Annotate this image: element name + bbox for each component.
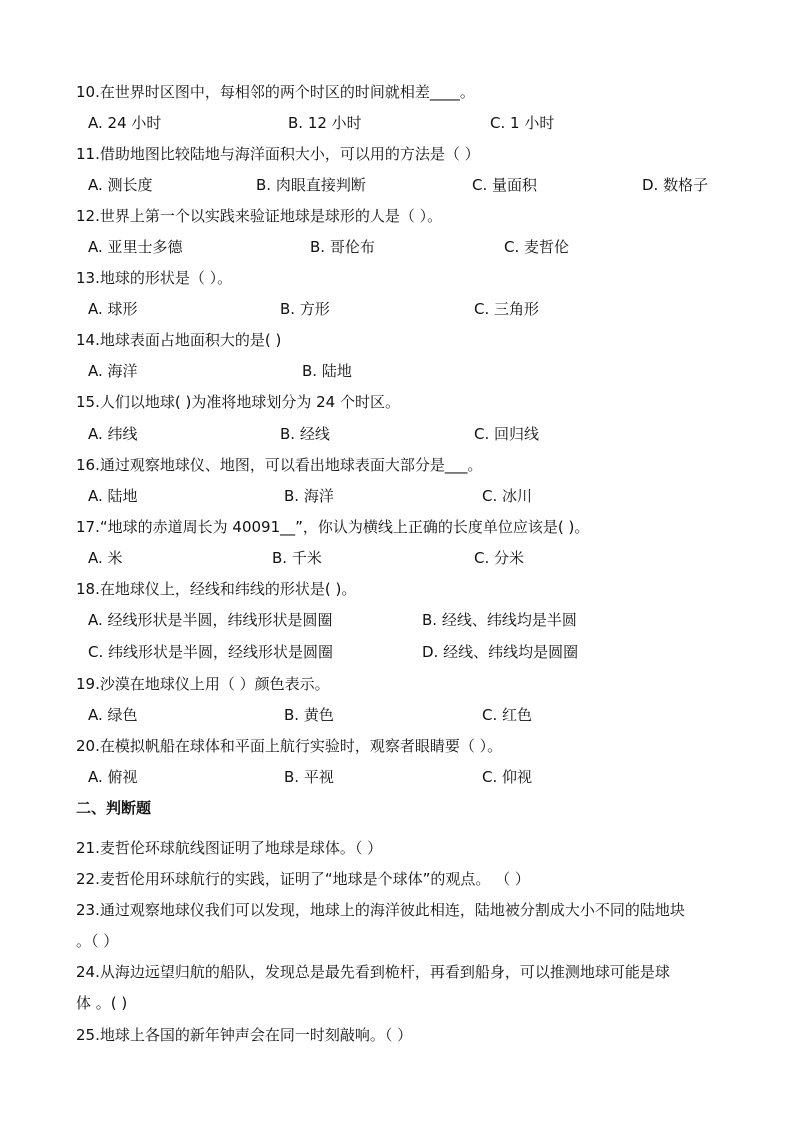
q20-option-b[interactable]: B. 平视 (284, 768, 334, 786)
q20-option-a[interactable]: A. 俯视 (88, 768, 138, 786)
judgement-21: 21.麦哲伦环球航线图证明了地球是球体。（ ） (76, 839, 383, 857)
q19-option-b[interactable]: B. 黄色 (284, 706, 334, 724)
q12-option-a[interactable]: A. 亚里士多德 (88, 238, 183, 256)
q18-option-a[interactable]: A. 经线形状是半圆，纬线形状是圆圈 (88, 611, 333, 629)
q15-option-b[interactable]: B. 经线 (280, 425, 330, 443)
q14-option-b[interactable]: B. 陆地 (302, 362, 352, 380)
question-17: 17.“地球的赤道周长为 40091__”，你认为横线上正确的长度单位应该是( )。 (76, 518, 590, 536)
question-18: 18.在地球仪上，经线和纬线的形状是( )。 (76, 580, 357, 598)
q18-option-c[interactable]: C. 纬线形状是半圆，经线形状是圆圈 (88, 643, 334, 661)
question-20: 20.在模拟帆船在球体和平面上航行实验时，观察者眼睛要（ ）。 (76, 737, 503, 755)
q13-option-a[interactable]: A. 球形 (88, 300, 138, 318)
q18-option-b[interactable]: B. 经线、纬线均是半圆 (422, 611, 577, 629)
q17-option-a[interactable]: A. 米 (88, 549, 123, 567)
judgement-22: 22.麦哲伦用环球航行的实践，证明了“地球是个球体”的观点。 （ ） (76, 870, 530, 888)
question-15: 15.人们以地球( )为准将地球划分为 24 个时区。 (76, 393, 400, 411)
q16-option-a[interactable]: A. 陆地 (88, 487, 138, 505)
q15-option-a[interactable]: A. 纬线 (88, 425, 138, 443)
q17-option-b[interactable]: B. 千米 (272, 549, 322, 567)
q11-option-a[interactable]: A. 测长度 (88, 176, 153, 194)
q11-option-d[interactable]: D. 数格子 (642, 176, 709, 194)
question-10: 10.在世界时区图中，每相邻的两个时区的时间就相差____。 (76, 83, 475, 101)
question-13: 13.地球的形状是（ ）。 (76, 269, 233, 287)
question-19: 19.沙漠在地球仪上用（ ）颜色表示。 (76, 675, 330, 693)
judgement-23-line1: 23.通过观察地球仪我们可以发现，地球上的海洋彼此相连，陆地被分割成大小不同的陆地块 (76, 901, 685, 919)
q13-option-b[interactable]: B. 方形 (280, 300, 330, 318)
judgement-24-line1: 24.从海边远望归航的船队，发现总是最先看到桅杆，再看到船身，可以推测地球可能是球 (76, 963, 670, 981)
question-16: 16.通过观察地球仪、地图，可以看出地球表面大部分是___。 (76, 456, 483, 474)
q10-option-c[interactable]: C. 1 小时 (490, 114, 555, 132)
q19-option-c[interactable]: C. 红色 (482, 706, 533, 724)
q18-option-d[interactable]: D. 经线、纬线均是圆圈 (422, 643, 579, 661)
q11-option-b[interactable]: B. 肉眼直接判断 (256, 176, 366, 194)
judgement-25: 25.地球上各国的新年钟声会在同一时刻敲响。（ ） (76, 1026, 413, 1044)
q11-option-c[interactable]: C. 量面积 (472, 176, 538, 194)
q16-option-b[interactable]: B. 海洋 (284, 487, 334, 505)
q13-option-c[interactable]: C. 三角形 (474, 300, 540, 318)
question-11: 11.借助地图比较陆地与海洋面积大小，可以用的方法是（ ） (76, 145, 480, 163)
q16-option-c[interactable]: C. 冰川 (482, 487, 533, 505)
q19-option-a[interactable]: A. 绿色 (88, 706, 138, 724)
q17-option-c[interactable]: C. 分米 (474, 549, 525, 567)
q12-option-b[interactable]: B. 哥伦布 (310, 238, 375, 256)
judgement-24-line2: 体 。( ) (76, 994, 128, 1012)
judgement-23-line2: 。（ ） (76, 932, 119, 950)
question-14: 14.地球表面占地面积大的是( ) (76, 331, 282, 349)
q10-option-b[interactable]: B. 12 小时 (288, 114, 362, 132)
q15-option-c[interactable]: C. 回归线 (474, 425, 540, 443)
question-12: 12.世界上第一个以实践来验证地球是球形的人是（ ）。 (76, 207, 443, 225)
q12-option-c[interactable]: C. 麦哲伦 (504, 238, 570, 256)
section-title-judgement: 二、判断题 (76, 799, 152, 817)
q10-option-a[interactable]: A. 24 小时 (88, 114, 162, 132)
q14-option-a[interactable]: A. 海洋 (88, 362, 138, 380)
q20-option-c[interactable]: C. 仰视 (482, 768, 533, 786)
